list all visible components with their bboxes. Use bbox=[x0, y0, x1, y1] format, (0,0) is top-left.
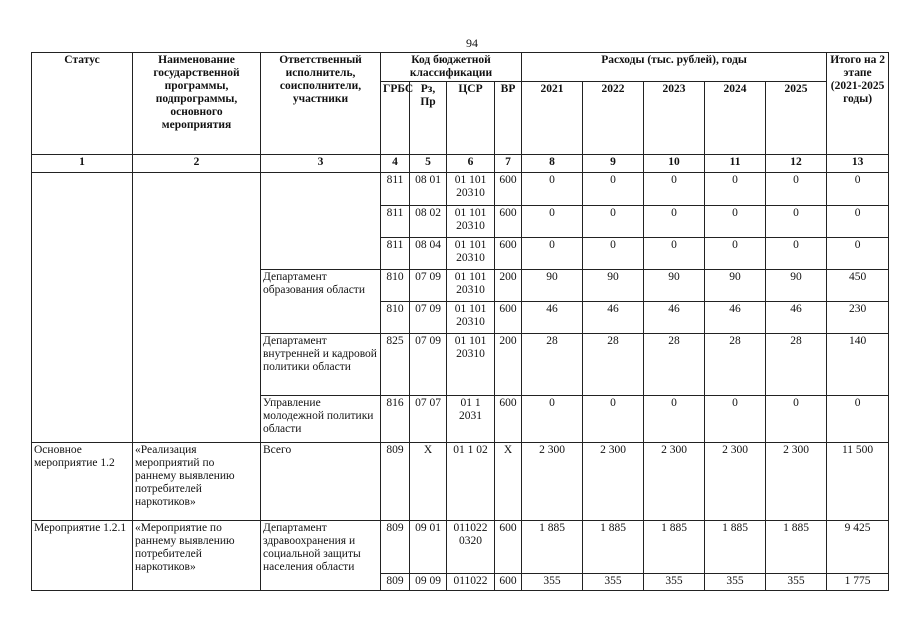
column-number: 3 bbox=[261, 155, 381, 173]
column-number: 1 bbox=[32, 155, 133, 173]
value-2022: 0 bbox=[583, 396, 644, 443]
vr-cell: Х bbox=[495, 443, 522, 520]
vr-cell: 200 bbox=[495, 269, 522, 301]
total-cell: 9 425 bbox=[827, 520, 889, 573]
column-number: 13 bbox=[827, 155, 889, 173]
header-year-2021: 2021 bbox=[522, 82, 583, 155]
rzpr-cell: 08 02 bbox=[410, 205, 447, 237]
rzpr-cell: 07 09 bbox=[410, 333, 447, 395]
column-number: 7 bbox=[495, 155, 522, 173]
value-2024: 2 300 bbox=[705, 443, 766, 520]
value-2021: 355 bbox=[522, 573, 583, 590]
header-status: Статус bbox=[32, 53, 133, 155]
total-cell: 0 bbox=[827, 396, 889, 443]
value-2025: 0 bbox=[766, 396, 827, 443]
grbs-cell: 809 bbox=[381, 443, 410, 520]
grbs-cell: 811 bbox=[381, 237, 410, 269]
csr-cell: 01 101 20310 bbox=[447, 269, 495, 301]
executor-cell-empty bbox=[261, 173, 381, 269]
grbs-cell: 816 bbox=[381, 396, 410, 443]
column-number: 11 bbox=[705, 155, 766, 173]
value-2025: 28 bbox=[766, 333, 827, 395]
grbs-cell: 811 bbox=[381, 173, 410, 205]
total-cell: 140 bbox=[827, 333, 889, 395]
value-2022: 0 bbox=[583, 205, 644, 237]
header-rzpr: Рз, Пр bbox=[410, 82, 447, 155]
column-number: 4 bbox=[381, 155, 410, 173]
total-cell: 0 bbox=[827, 237, 889, 269]
vr-cell: 600 bbox=[495, 573, 522, 590]
header-year-2022: 2022 bbox=[583, 82, 644, 155]
value-2023: 1 885 bbox=[644, 520, 705, 573]
header-executor: Ответственный исполнитель, соисполнители, участники bbox=[261, 53, 381, 155]
name-main-event: «Реализация мероприятий по раннему выявлению потребителей наркотиков» bbox=[133, 443, 261, 520]
grbs-cell: 811 bbox=[381, 205, 410, 237]
column-number: 10 bbox=[644, 155, 705, 173]
grbs-cell: 825 bbox=[381, 333, 410, 395]
csr-cell: 011022 bbox=[447, 573, 495, 590]
vr-cell: 600 bbox=[495, 205, 522, 237]
budget-table bbox=[31, 52, 889, 591]
column-number: 2 bbox=[133, 155, 261, 173]
name-event: «Мероприятие по раннему выявлению потребителей наркотиков» bbox=[133, 520, 261, 590]
grbs-cell: 810 bbox=[381, 269, 410, 301]
rzpr-cell: 07 09 bbox=[410, 269, 447, 301]
value-2023: 90 bbox=[644, 269, 705, 301]
value-2021: 28 bbox=[522, 333, 583, 395]
value-2021: 0 bbox=[522, 237, 583, 269]
value-2024: 0 bbox=[705, 205, 766, 237]
vr-cell: 600 bbox=[495, 520, 522, 573]
value-2025: 0 bbox=[766, 205, 827, 237]
value-2025: 2 300 bbox=[766, 443, 827, 520]
csr-cell: 01 1 02 bbox=[447, 443, 495, 520]
header-row-1 bbox=[32, 53, 889, 82]
executor-total: Всего bbox=[261, 443, 381, 520]
value-2024: 0 bbox=[705, 396, 766, 443]
value-2025: 1 885 bbox=[766, 520, 827, 573]
header-total: Итого на 2 этапе (2021-2025 годы) bbox=[827, 53, 889, 155]
value-2022: 2 300 bbox=[583, 443, 644, 520]
status-event: Мероприятие 1.2.1 bbox=[32, 520, 133, 590]
header-year-2024: 2024 bbox=[705, 82, 766, 155]
status-cell-empty bbox=[32, 173, 133, 443]
rzpr-cell: 08 01 bbox=[410, 173, 447, 205]
grbs-cell: 809 bbox=[381, 520, 410, 573]
column-number: 8 bbox=[522, 155, 583, 173]
total-cell: 450 bbox=[827, 269, 889, 301]
vr-cell: 600 bbox=[495, 173, 522, 205]
value-2023: 0 bbox=[644, 237, 705, 269]
value-2025: 0 bbox=[766, 173, 827, 205]
header-name: Наименование государственной программы, подпрограммы, основного мероприятия bbox=[133, 53, 261, 155]
csr-cell: 011022 0320 bbox=[447, 520, 495, 573]
table-row bbox=[32, 520, 889, 573]
grbs-cell: 809 bbox=[381, 573, 410, 590]
csr-cell: 01 101 20310 bbox=[447, 205, 495, 237]
value-2023: 355 bbox=[644, 573, 705, 590]
value-2024: 0 bbox=[705, 173, 766, 205]
value-2025: 46 bbox=[766, 301, 827, 333]
executor-dept-education: Департамент образования области bbox=[261, 269, 381, 333]
value-2023: 0 bbox=[644, 396, 705, 443]
csr-cell: 01 1 2031 bbox=[447, 396, 495, 443]
rzpr-cell: 08 04 bbox=[410, 237, 447, 269]
page-number: 94 bbox=[466, 36, 478, 50]
value-2021: 2 300 bbox=[522, 443, 583, 520]
value-2024: 1 885 bbox=[705, 520, 766, 573]
total-cell: 0 bbox=[827, 205, 889, 237]
vr-cell: 600 bbox=[495, 396, 522, 443]
column-number-row bbox=[32, 155, 889, 173]
value-2023: 0 bbox=[644, 173, 705, 205]
value-2021: 0 bbox=[522, 205, 583, 237]
header-year-2023: 2023 bbox=[644, 82, 705, 155]
column-number: 9 bbox=[583, 155, 644, 173]
value-2024: 46 bbox=[705, 301, 766, 333]
vr-cell: 200 bbox=[495, 333, 522, 395]
executor-dept-internal: Департамент внутренней и кадровой политики области bbox=[261, 333, 381, 395]
vr-cell: 600 bbox=[495, 237, 522, 269]
csr-cell: 01 101 20310 bbox=[447, 301, 495, 333]
value-2022: 355 bbox=[583, 573, 644, 590]
value-2025: 90 bbox=[766, 269, 827, 301]
value-2022: 0 bbox=[583, 237, 644, 269]
vr-cell: 600 bbox=[495, 301, 522, 333]
value-2021: 1 885 bbox=[522, 520, 583, 573]
value-2021: 46 bbox=[522, 301, 583, 333]
value-2024: 355 bbox=[705, 573, 766, 590]
table-row bbox=[32, 173, 889, 205]
value-2023: 28 bbox=[644, 333, 705, 395]
header-expenses: Расходы (тыс. рублей), годы bbox=[522, 53, 827, 82]
grbs-cell: 810 bbox=[381, 301, 410, 333]
rzpr-cell: 09 09 bbox=[410, 573, 447, 590]
value-2024: 90 bbox=[705, 269, 766, 301]
table-row bbox=[32, 443, 889, 520]
total-cell: 11 500 bbox=[827, 443, 889, 520]
total-cell: 0 bbox=[827, 173, 889, 205]
value-2023: 46 bbox=[644, 301, 705, 333]
total-cell: 1 775 bbox=[827, 573, 889, 590]
value-2021: 90 bbox=[522, 269, 583, 301]
value-2022: 28 bbox=[583, 333, 644, 395]
executor-dept-health: Департамент здравоохранения и социальной защиты населения области bbox=[261, 520, 381, 590]
rzpr-cell: 07 09 bbox=[410, 301, 447, 333]
value-2021: 0 bbox=[522, 396, 583, 443]
csr-cell: 01 101 20310 bbox=[447, 237, 495, 269]
value-2024: 28 bbox=[705, 333, 766, 395]
name-cell-empty bbox=[133, 173, 261, 443]
value-2023: 0 bbox=[644, 205, 705, 237]
column-number: 12 bbox=[766, 155, 827, 173]
csr-cell: 01 101 20310 bbox=[447, 173, 495, 205]
rzpr-cell: Х bbox=[410, 443, 447, 520]
value-2021: 0 bbox=[522, 173, 583, 205]
rzpr-cell: 07 07 bbox=[410, 396, 447, 443]
header-budget-code: Код бюджетной классификации bbox=[381, 53, 522, 82]
header-vr: ВР bbox=[495, 82, 522, 155]
header-grbs: ГРБС bbox=[381, 82, 410, 155]
value-2025: 0 bbox=[766, 237, 827, 269]
value-2022: 90 bbox=[583, 269, 644, 301]
status-main-event: Основное мероприятие 1.2 bbox=[32, 443, 133, 520]
column-number: 5 bbox=[410, 155, 447, 173]
value-2022: 46 bbox=[583, 301, 644, 333]
value-2025: 355 bbox=[766, 573, 827, 590]
value-2024: 0 bbox=[705, 237, 766, 269]
column-number: 6 bbox=[447, 155, 495, 173]
header-year-2025: 2025 bbox=[766, 82, 827, 155]
value-2023: 2 300 bbox=[644, 443, 705, 520]
value-2022: 1 885 bbox=[583, 520, 644, 573]
executor-youth: Управление молодежной политики области bbox=[261, 396, 381, 443]
total-cell: 230 bbox=[827, 301, 889, 333]
csr-cell: 01 101 20310 bbox=[447, 333, 495, 395]
rzpr-cell: 09 01 bbox=[410, 520, 447, 573]
value-2022: 0 bbox=[583, 173, 644, 205]
header-csr: ЦСР bbox=[447, 82, 495, 155]
